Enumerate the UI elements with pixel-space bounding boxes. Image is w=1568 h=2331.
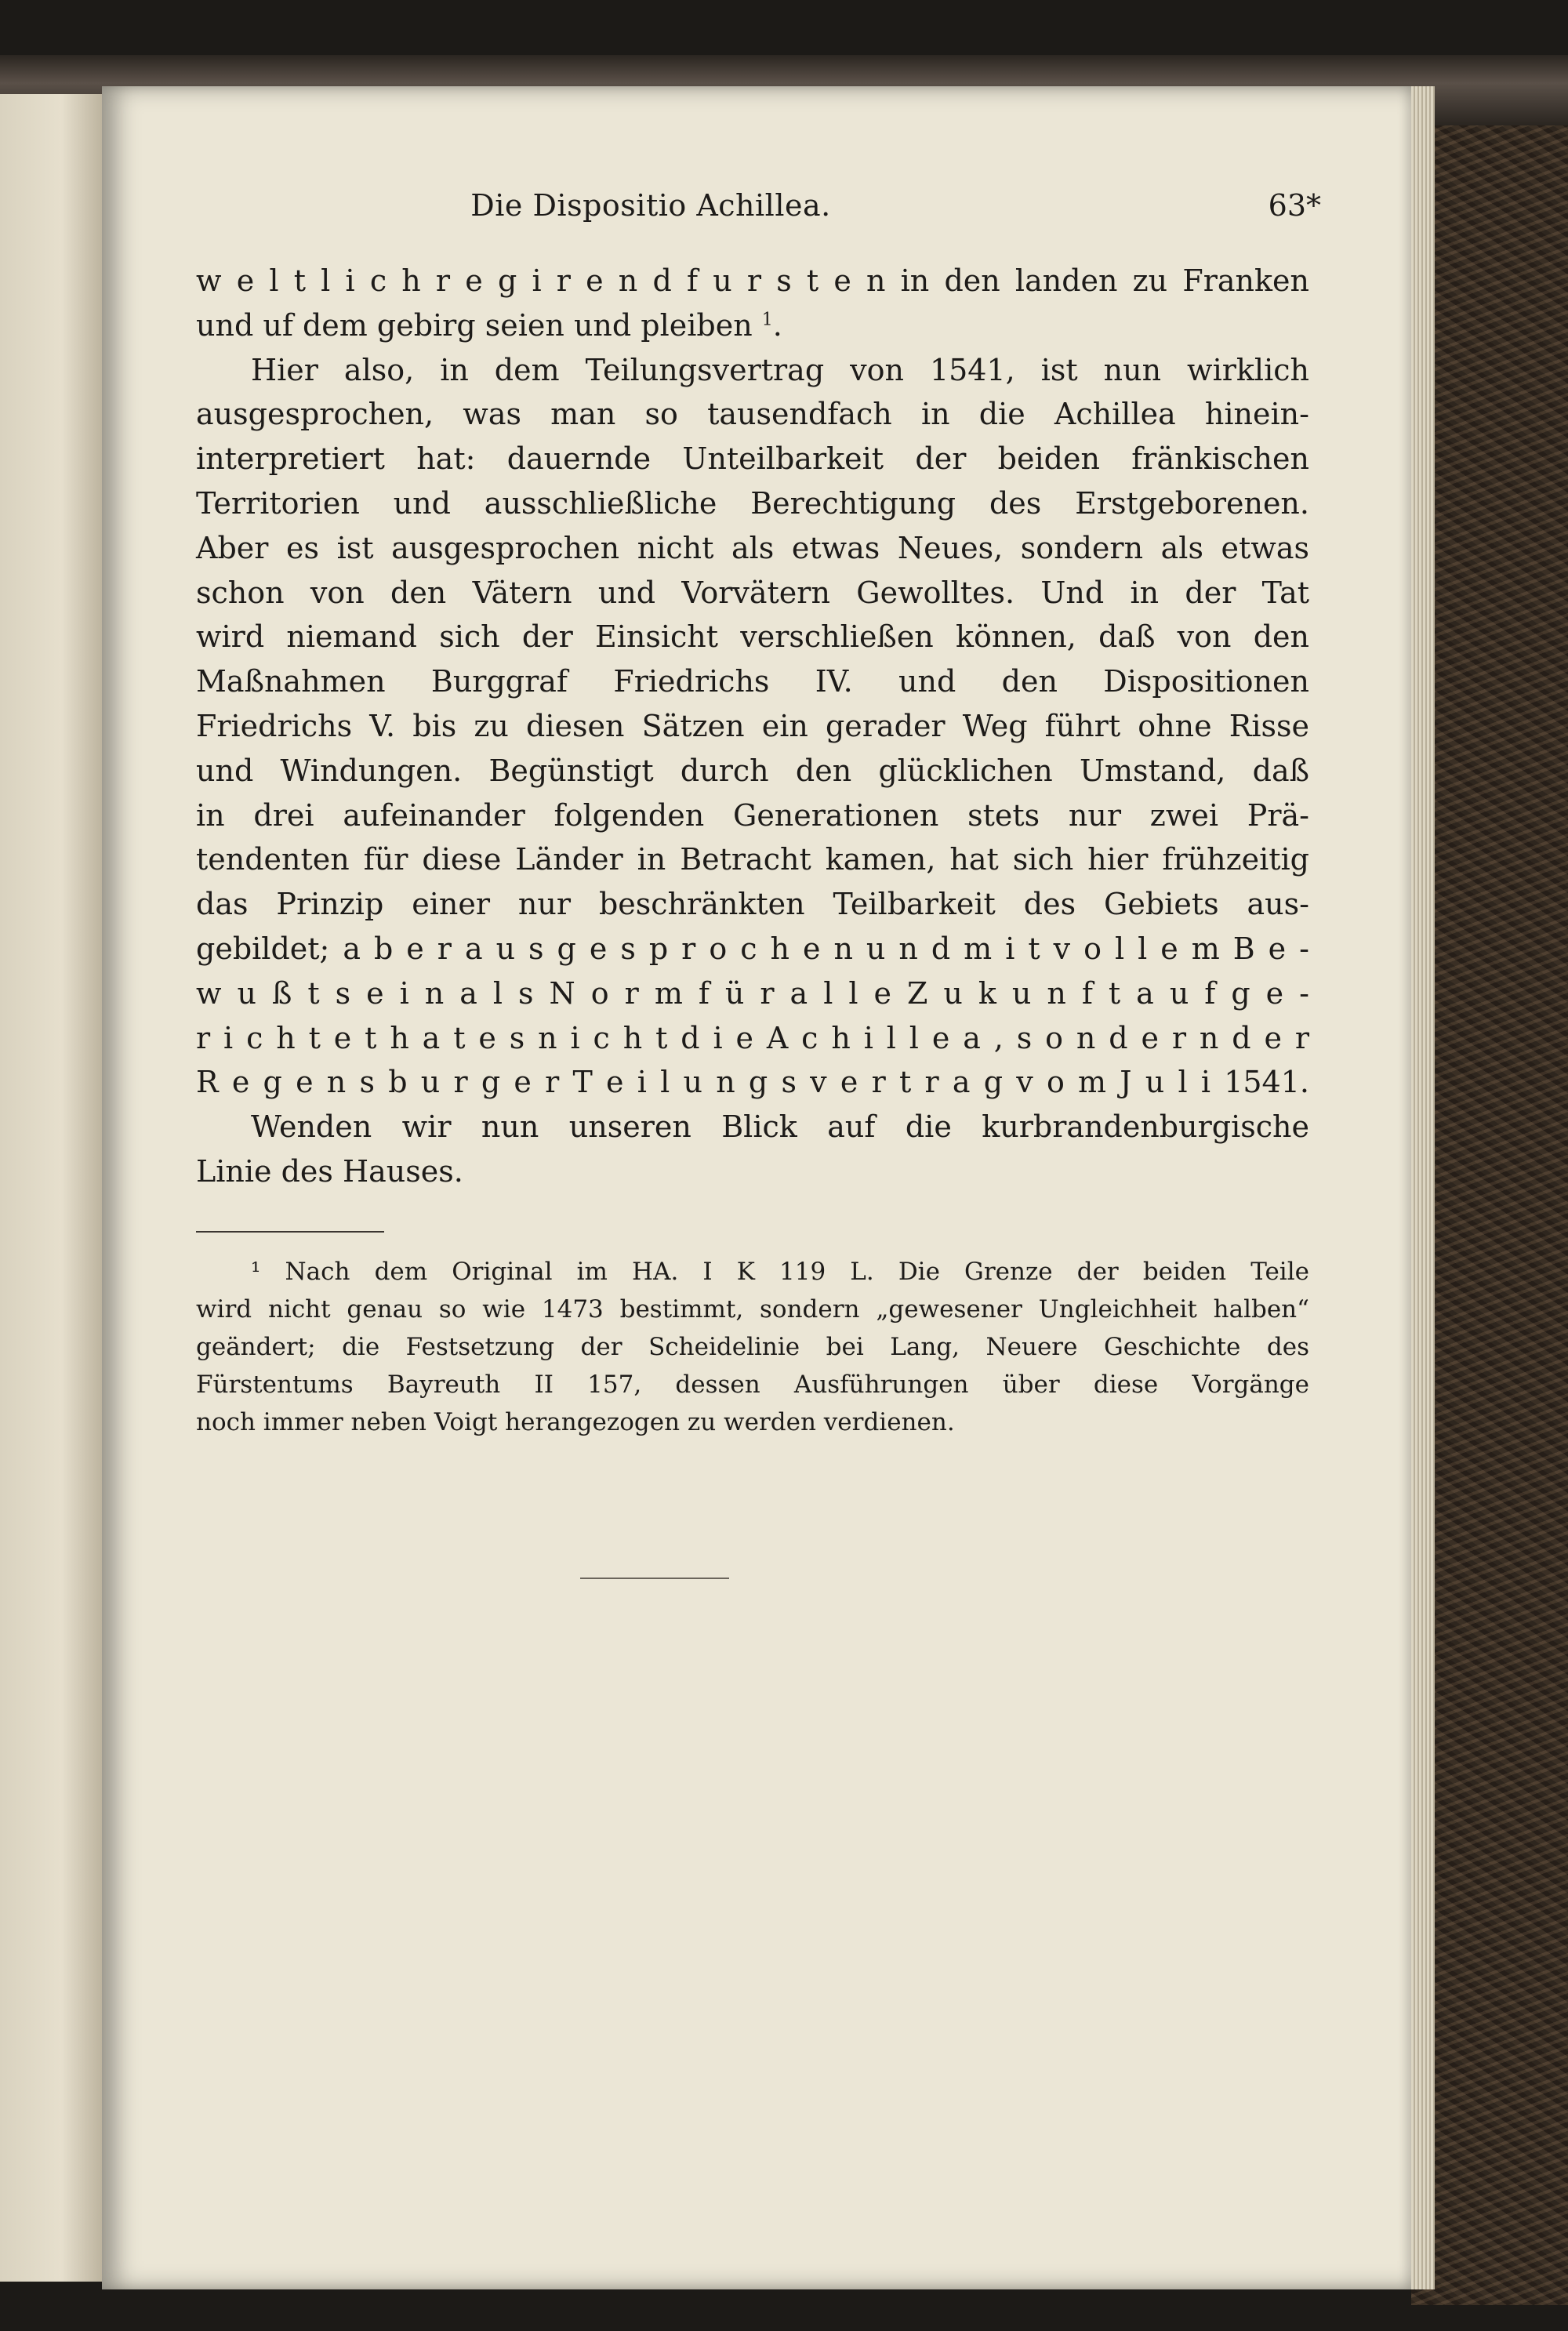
text-line: Hier also, in dem Teilungsvertrag von 1541, ist nun wirklich: [251, 352, 1309, 387]
text-line: R e g e n s b u r g e r T e i l u n g s v e r t r a g v o m J u l i 1541.: [196, 1065, 1309, 1100]
text-line: Friedrichs V. bis zu diesen Sätzen ein gerader Weg führt ohne Risse: [196, 708, 1309, 743]
footnote-line: geändert; die Festsetzung der Scheidelinie bei Lang, Neuere Geschichte des: [196, 1333, 1309, 1361]
text-line: und uf dem gebirg seien und pleiben $^1$.: [196, 307, 782, 343]
page-number: 63*: [1268, 188, 1321, 223]
text-line: Territorien und ausschließliche Berechtigung des Erstgeborenen.: [196, 485, 1309, 521]
book-page: [102, 86, 1411, 2289]
text-line: ausgesprochen, was man so tausendfach in die Achillea hinein-: [196, 397, 1309, 432]
footnote-line: wird nicht genau so wie 1473 bestimmt, sondern „gewesener Ungleichheit halben“: [196, 1295, 1309, 1323]
text-line: das Prinzip einer nur beschränkten Teilbarkeit des Gebiets aus-: [196, 887, 1309, 922]
end-ornament-rule: [580, 1578, 729, 1579]
footnote-line: noch immer neben Voigt herangezogen zu werden verdienen.: [196, 1408, 955, 1436]
text-line: Aber es ist ausgesprochen nicht als etwas Neues, sondern als etwas: [196, 530, 1309, 565]
footnote-line: Fürstentums Bayreuth II 157, dessen Ausführungen über diese Vorgänge: [196, 1371, 1309, 1399]
text-line: Linie des Hauses.: [196, 1153, 463, 1189]
running-title: Die Dispositio Achillea.: [470, 188, 831, 223]
text-line: w e l t l i c h r e g i r e n d f u r s t e n in den landen zu Franken: [196, 263, 1309, 298]
text-line: wird niemand sich der Einsicht verschließen können, daß von den: [196, 619, 1309, 655]
book-cover-board: [1411, 63, 1568, 2305]
body-text: [196, 259, 1309, 1194]
text-line: in drei aufeinander folgenden Generationen stets nur zwei Prä-: [196, 797, 1309, 833]
facing-page-edge: [0, 94, 102, 2282]
footnote-line: ¹ Nach dem Original im HA. I K 119 L. Die Grenze der beiden Teile: [251, 1258, 1309, 1286]
text-line: und Windungen. Begünstigt durch den glücklichen Umstand, daß: [196, 753, 1309, 788]
footnote-marker: 1: [761, 310, 773, 330]
text-line: r i c h t e t h a t e s n i c h t d i e A c h i l l e a , s o n d e r n d e r: [196, 1020, 1309, 1055]
footnote-divider: [196, 1231, 384, 1233]
page-header: [102, 188, 1321, 243]
text-line: schon von den Vätern und Vorvätern Gewolltes. Und in der Tat: [196, 575, 1309, 610]
text-line: tendenten für diese Länder in Betracht kamen, hat sich hier frühzeitig: [196, 842, 1309, 877]
text-line: w u ß t s e i n a l s N o r m f ü r a l l e Z u k u n f t a u f g e -: [196, 975, 1309, 1011]
text-line: Wenden wir nun unseren Blick auf die kurbrandenburgische: [251, 1109, 1309, 1145]
footnotes: [196, 1253, 1309, 1441]
text-line: Maßnahmen Burggraf Friedrichs IV. und den Dispositionen: [196, 664, 1309, 699]
text-line: interpretiert hat: dauernde Unteilbarkeit der beiden fränkischen: [196, 441, 1309, 477]
text-line: gebildet; a b e r a u s g e s p r o c h e n u n d m i t v o l l e m B e -: [196, 931, 1309, 966]
